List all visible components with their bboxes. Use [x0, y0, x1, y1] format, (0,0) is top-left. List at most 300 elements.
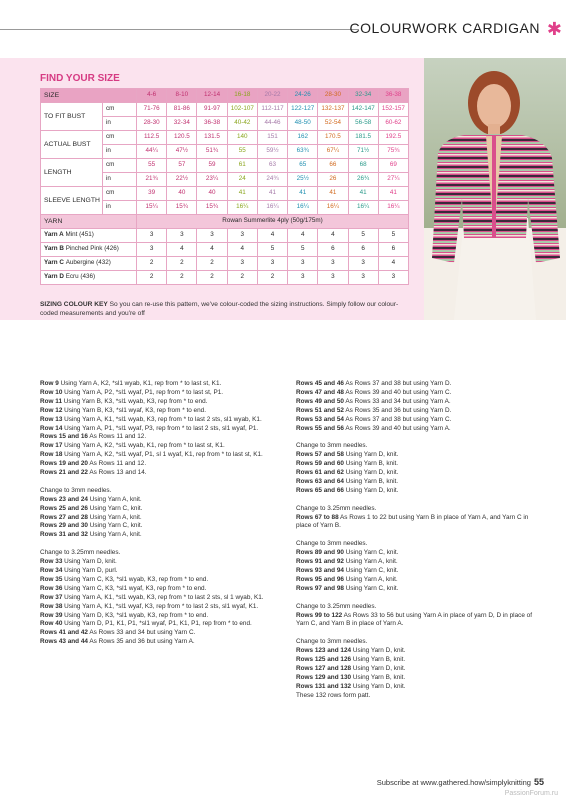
table-cell: 75¾ — [378, 145, 408, 159]
row-number: Rows 43 and 44 — [40, 638, 88, 646]
instruction-text: Using Yarn C, knit. — [87, 522, 143, 530]
watermark: PassionForum.ru — [504, 790, 558, 797]
row-number: Row 37 — [40, 593, 63, 601]
instruction-text: Using Yarn D, knit. — [351, 682, 406, 690]
instruction-text: Using Yarn C, knit. — [343, 549, 399, 557]
table-cell: 55 — [227, 145, 257, 159]
instruction-text: As Rows 33 to 56 but using Yarn A in place of yarn D, D in place of Yarn C, and Yarn B in place of Yarn A. — [296, 611, 533, 628]
table-cell: 102-107 — [227, 103, 257, 117]
instruction-line — [296, 380, 534, 389]
instruction-text: Using Yarn D, knit. — [343, 486, 399, 494]
asterisk-flower-icon: ✱ — [546, 19, 562, 39]
instruction-line — [40, 638, 283, 647]
table-cell: in — [103, 145, 137, 159]
table-cell: cm — [103, 103, 137, 117]
instruction-line — [296, 683, 534, 692]
instruction-line — [296, 576, 534, 585]
table-cell: 142-147 — [348, 103, 378, 117]
table-cell: 81-86 — [167, 103, 197, 117]
table-cell: 16¼ — [378, 201, 408, 215]
table-cell: 32-34 — [348, 89, 378, 103]
instruction-text: As Rows 13 and 14. — [87, 469, 147, 477]
table-cell: 27¼ — [378, 173, 408, 187]
table-cell: 15¼ — [137, 201, 167, 215]
yarn-name: Yarn D — [44, 273, 64, 281]
instruction-text: Using Yarn B, K3, *sl1 wyab, K3, rep from * to end. — [62, 397, 208, 405]
table-row — [41, 229, 409, 243]
row-number: Rows 99 to 122 — [296, 611, 343, 619]
instruction-line — [296, 567, 534, 576]
table-cell: 16¼ — [227, 201, 257, 215]
row-number: Rows 29 and 30 — [40, 522, 88, 530]
instruction-line — [40, 398, 283, 407]
table-cell: 192.5 — [378, 131, 408, 145]
table-cell: 4 — [167, 243, 197, 257]
table-cell: SLEEVE LENGTH — [41, 187, 103, 215]
instruction-line — [296, 478, 534, 487]
row-number: Rows 31 and 32 — [40, 531, 88, 539]
row-number: Row 11 — [40, 397, 63, 405]
table-cell: 3 — [288, 257, 318, 271]
row-number: Rows 49 and 50 — [296, 397, 344, 405]
table-cell: 41 — [348, 187, 378, 201]
table-cell: 40 — [167, 187, 197, 201]
row-number: Row 34 — [40, 567, 63, 574]
instruction-line — [40, 594, 283, 603]
instruction-text: Using Yarn A, P1, *sl1 wyaf, P3, rep from * to last 2 sts, sl1 wyaf, P1. — [62, 424, 259, 432]
instruction-text: Change to 3mm needles. — [296, 442, 368, 450]
row-number: Rows 97 and 98 — [296, 584, 344, 592]
table-row — [41, 187, 409, 201]
table-cell: 5 — [378, 229, 408, 243]
instruction-line — [296, 612, 534, 630]
page-footer — [377, 777, 544, 787]
row-number: Rows 59 and 60 — [296, 460, 344, 468]
row-number: Rows 41 and 42 — [40, 629, 88, 637]
header-rule — [0, 29, 359, 30]
row-number: Rows 53 and 54 — [296, 415, 344, 423]
table-cell: 3 — [348, 271, 378, 285]
table-cell: Rowan Summerlite 4ply (50g/175m) — [137, 215, 409, 229]
row-number: Row 36 — [40, 584, 63, 592]
table-row — [41, 159, 409, 173]
table-cell: 2 — [167, 271, 197, 285]
table-cell: 69 — [378, 159, 408, 173]
table-cell: 26 — [318, 173, 348, 187]
instruction-text: Using Yarn A, K1, *sl1 wyaf, K3, rep from * to last 2 sts, sl1 wyaf, K1. — [62, 602, 259, 610]
row-number: Row 9 — [40, 380, 59, 387]
table-cell: 3 — [197, 229, 227, 243]
instruction-line — [40, 460, 283, 469]
row-number: Rows 51 and 52 — [296, 406, 344, 414]
row-number: Rows 93 and 94 — [296, 566, 344, 574]
table-cell: 39 — [137, 187, 167, 201]
yarn-label — [41, 271, 137, 285]
instruction-line — [40, 522, 283, 531]
row-number: Rows 125 and 126 — [296, 656, 352, 664]
row-number: Row 12 — [40, 406, 63, 414]
key-text: So you can re-use this pattern, we've colour-coded the sizing instructions. Simply follow our colour-coded measurements and you're off — [40, 301, 399, 317]
instruction-line — [40, 514, 283, 523]
table-cell: 4 — [227, 243, 257, 257]
table-cell: 2 — [257, 271, 287, 285]
instruction-line — [296, 469, 534, 478]
instruction-text: Using Yarn B, knit. — [351, 656, 406, 664]
table-cell: 3 — [348, 257, 378, 271]
instruction-text: Change to 3.25mm needles. — [296, 504, 377, 512]
instruction-line — [296, 692, 534, 701]
table-cell: 4 — [197, 243, 227, 257]
table-cell: cm — [103, 159, 137, 173]
instruction-text: As Rows 37 and 38 but using Yarn C. — [343, 415, 452, 423]
yarn-header-row — [41, 215, 409, 229]
sizing-colour-key — [40, 300, 410, 318]
table-row — [41, 243, 409, 257]
instruction-line — [40, 425, 283, 434]
table-cell: in — [103, 201, 137, 215]
yarn-label — [41, 257, 137, 271]
instruction-line — [40, 496, 283, 505]
table-cell: 2 — [197, 257, 227, 271]
table-cell: TO FIT BUST — [41, 103, 103, 131]
table-cell: 5 — [348, 229, 378, 243]
table-cell: in — [103, 173, 137, 187]
instruction-line — [296, 540, 534, 549]
row-number: Rows 63 and 64 — [296, 477, 344, 485]
row-number: Rows 25 and 26 — [40, 504, 88, 512]
instruction-text: Using Yarn D, knit. — [343, 469, 399, 477]
table-cell: 16¼ — [348, 201, 378, 215]
instruction-text: As Rows 39 and 40 but using Yarn C. — [343, 388, 452, 396]
instruction-line — [296, 585, 534, 594]
table-cell: 59½ — [257, 145, 287, 159]
table-cell: 132-137 — [318, 103, 348, 117]
table-cell: 2 — [197, 271, 227, 285]
table-cell: 8-10 — [167, 89, 197, 103]
table-cell: 24 — [227, 173, 257, 187]
row-number: Row 38 — [40, 602, 63, 610]
row-number: Rows 15 and 16 — [40, 433, 88, 441]
table-cell: 66 — [318, 159, 348, 173]
table-cell: 63 — [257, 159, 287, 173]
row-number: Row 17 — [40, 442, 63, 450]
instruction-line — [40, 407, 283, 416]
instruction-text: Using Yarn B, K3, *sl1 wyaf, K3, rep from * to end. — [62, 406, 206, 414]
instruction-text: Change to 3.25mm needles. — [40, 549, 121, 557]
table-cell: 63¾ — [288, 145, 318, 159]
instruction-line — [40, 585, 283, 594]
instruction-line — [296, 442, 534, 451]
instruction-text: Using Yarn C, K3, *sl1 wyaf, K3, rep from * to end. — [62, 584, 207, 592]
instruction-line — [40, 442, 283, 451]
yarn-colour: Aubergine (432) — [65, 259, 111, 267]
table-cell: 51¾ — [197, 145, 227, 159]
instruction-text: Using Yarn A, K1, *sl1 wyab, K3, rep from * to last 2 sts, sl 1 wyab, K1. — [62, 593, 264, 601]
yarn-name: Yarn A — [44, 231, 64, 239]
instruction-line — [296, 558, 534, 567]
table-cell: 68 — [348, 159, 378, 173]
table-cell: 3 — [167, 229, 197, 243]
instruction-line — [40, 629, 283, 638]
instruction-line — [296, 460, 534, 469]
instruction-line — [296, 425, 534, 434]
instruction-line — [40, 451, 283, 460]
table-cell: 4 — [378, 257, 408, 271]
row-number: Row 40 — [40, 620, 63, 628]
table-cell: 3 — [378, 271, 408, 285]
table-cell: 41 — [288, 187, 318, 201]
instruction-line — [40, 389, 283, 398]
table-cell: 131.5 — [197, 131, 227, 145]
instruction-text: As Rows 33 and 34 but using Yarn C. — [87, 629, 196, 637]
table-cell: 41 — [227, 187, 257, 201]
instructions-left-column — [40, 380, 283, 647]
table-cell: 2 — [137, 271, 167, 285]
row-number: Rows 21 and 22 — [40, 469, 88, 477]
instruction-text: Using Yarn B, knit. — [343, 460, 399, 468]
table-cell: in — [103, 117, 137, 131]
instruction-text: Using Yarn A, K2, *sl1 wyab, K1, rep from * to last st, K1. — [58, 380, 222, 387]
table-row — [41, 257, 409, 271]
instruction-line — [40, 620, 283, 629]
instruction-line — [296, 674, 534, 683]
table-cell: 41 — [378, 187, 408, 201]
table-cell: 4 — [288, 229, 318, 243]
instruction-line — [296, 451, 534, 460]
instruction-text: Using Yarn A, K2, *sl1 wyaf, P1, sl 1 wyaf, K1, rep from * to last st, K1. — [62, 451, 263, 459]
row-number: Rows 89 and 90 — [296, 549, 344, 557]
table-cell: 25½ — [288, 173, 318, 187]
row-number: Rows 131 and 132 — [296, 682, 352, 690]
yarn-colour: Mint (451) — [65, 231, 94, 239]
instruction-text: As Rows 35 and 36 but using Yarn D. — [343, 406, 452, 414]
table-cell: 32-34 — [167, 117, 197, 131]
instruction-text: Using Yarn C, knit. — [343, 566, 399, 574]
table-cell: 6 — [348, 243, 378, 257]
table-cell: 120.5 — [167, 131, 197, 145]
table-cell: 2 — [137, 257, 167, 271]
table-cell: 56-58 — [348, 117, 378, 131]
table-cell: 59 — [197, 159, 227, 173]
table-cell: 170.5 — [318, 131, 348, 145]
row-number: Rows 67 to 88 — [296, 513, 339, 521]
row-number: Rows 45 and 46 — [296, 380, 344, 387]
table-cell: 91-97 — [197, 103, 227, 117]
table-cell: 3 — [318, 257, 348, 271]
pattern-title: COLOURWORK CARDIGAN — [349, 20, 540, 36]
table-cell: 122-127 — [288, 103, 318, 117]
yarn-colour: Ecru (436) — [65, 273, 96, 281]
instruction-line — [40, 576, 283, 585]
table-cell: cm — [103, 131, 137, 145]
instruction-text: Using Yarn A, P2, *sl1 wyaf, P1, rep from * to last st, P1. — [62, 388, 224, 396]
yarn-name: Yarn C — [44, 259, 64, 267]
instruction-line — [40, 380, 283, 389]
instruction-text: Using Yarn A, K1, *sl1 wyab, K3, rep from * to last 2 sts, sl1 wyab, K1. — [62, 415, 262, 423]
table-cell: 40-42 — [227, 117, 257, 131]
model-photo — [424, 58, 566, 320]
find-your-size-heading: FIND YOUR SIZE — [40, 73, 120, 84]
instruction-line — [296, 407, 534, 416]
table-cell: 71-76 — [137, 103, 167, 117]
yarn-label — [41, 229, 137, 243]
table-cell: 151 — [257, 131, 287, 145]
table-cell: 57 — [167, 159, 197, 173]
row-number: Row 35 — [40, 575, 63, 583]
row-number: Rows 27 and 28 — [40, 513, 88, 521]
model-wearing-cardigan-image — [424, 58, 566, 320]
table-cell: YARN — [41, 215, 137, 229]
table-cell: 5 — [288, 243, 318, 257]
instruction-text: As Rows 11 and 12. — [87, 460, 147, 468]
instruction-text: As Rows 1 to 22 but using Yarn B in place of Yarn A, and Yarn C in place of Yarn B. — [296, 513, 529, 530]
table-cell: 60-62 — [378, 117, 408, 131]
table-cell: 20-22 — [257, 89, 287, 103]
instruction-text: Using Yarn B, knit. — [343, 477, 399, 485]
table-cell: ACTUAL BUST — [41, 131, 103, 159]
table-cell: 4-6 — [137, 89, 167, 103]
instruction-text: As Rows 35 and 36 but using Yarn A. — [87, 638, 195, 646]
row-number: Rows 127 and 128 — [296, 664, 352, 672]
table-row — [41, 131, 409, 145]
yarn-colour: Pinched Pink (426) — [65, 245, 119, 253]
instruction-line — [40, 531, 283, 540]
instruction-line — [296, 549, 534, 558]
table-cell: 21¾ — [137, 173, 167, 187]
table-cell: 23¼ — [197, 173, 227, 187]
instruction-line — [40, 433, 283, 442]
table-cell: 24¾ — [257, 173, 287, 187]
table-cell: LENGTH — [41, 159, 103, 187]
row-number: Rows 47 and 48 — [296, 388, 344, 396]
table-cell: 3 — [227, 229, 257, 243]
table-cell: 112.5 — [137, 131, 167, 145]
instruction-text: Using Yarn D, knit. — [351, 647, 406, 655]
row-number: Row 13 — [40, 415, 63, 423]
instructions-right-column — [296, 380, 534, 701]
table-cell: 4 — [318, 229, 348, 243]
instruction-line — [296, 665, 534, 674]
yarn-label — [41, 243, 137, 257]
table-cell: 12-14 — [197, 89, 227, 103]
instruction-text: Using Yarn D, knit. — [351, 664, 406, 672]
row-number: Rows 123 and 124 — [296, 647, 352, 655]
instruction-text: Using Yarn A, knit. — [87, 495, 142, 503]
table-cell: 52-54 — [318, 117, 348, 131]
table-cell: 3 — [137, 243, 167, 257]
instruction-text: These 132 rows form patt. — [296, 691, 371, 699]
table-cell: 2 — [227, 271, 257, 285]
instruction-line — [296, 505, 534, 514]
instruction-line — [40, 487, 283, 496]
instruction-text: As Rows 11 and 12. — [87, 433, 147, 441]
instruction-text: Using Yarn A, knit. — [343, 575, 398, 583]
table-cell: 6 — [318, 243, 348, 257]
subscribe-text: Subscribe at www.gathered.how/simplyknitting — [376, 778, 531, 787]
page-number: 55 — [533, 777, 544, 787]
instruction-text: Using Yarn A, K2, *sl1 wyab, K1, rep from * to last st, K1. — [62, 442, 225, 450]
instruction-line — [40, 567, 283, 576]
table-cell: 36-38 — [378, 89, 408, 103]
instruction-text: Using Yarn C, knit. — [343, 584, 399, 592]
instruction-text: As Rows 37 and 38 but using Yarn D. — [343, 380, 452, 387]
instruction-text: Using Yarn C, knit. — [87, 504, 143, 512]
instruction-line — [40, 612, 283, 621]
table-cell: 16¼ — [318, 201, 348, 215]
table-row — [41, 103, 409, 117]
table-cell: 22½ — [167, 173, 197, 187]
instruction-line — [296, 647, 534, 656]
row-number: Row 18 — [40, 451, 63, 459]
table-cell: 2 — [167, 257, 197, 271]
table-cell: 41 — [318, 187, 348, 201]
table-cell: cm — [103, 187, 137, 201]
row-number: Rows 55 and 56 — [296, 424, 344, 432]
instruction-line — [40, 603, 283, 612]
instruction-line — [296, 603, 534, 612]
table-cell: 3 — [318, 271, 348, 285]
size-header-row — [41, 89, 409, 103]
table-cell: 16-18 — [227, 89, 257, 103]
table-cell: 41 — [257, 187, 287, 201]
table-cell: 67¼ — [318, 145, 348, 159]
table-cell: 5 — [257, 243, 287, 257]
instruction-line — [296, 398, 534, 407]
row-number: Row 14 — [40, 424, 63, 432]
table-cell: 181.5 — [348, 131, 378, 145]
instruction-text: As Rows 33 and 34 but using Yarn A. — [343, 397, 451, 405]
yarn-name: Yarn B — [44, 245, 64, 253]
instruction-text: Change to 3mm needles. — [296, 540, 368, 548]
instruction-line — [296, 487, 534, 496]
table-cell: 140 — [227, 131, 257, 145]
table-cell: 28-30 — [318, 89, 348, 103]
row-number: Row 33 — [40, 558, 63, 566]
table-cell: 44-46 — [257, 117, 287, 131]
key-title: SIZING COLOUR KEY — [40, 301, 108, 308]
table-cell: 26¾ — [348, 173, 378, 187]
row-number: Row 10 — [40, 388, 63, 396]
instruction-line — [296, 416, 534, 425]
table-cell: 24-26 — [288, 89, 318, 103]
table-cell: 40 — [197, 187, 227, 201]
table-row — [41, 271, 409, 285]
table-cell: 44¼ — [137, 145, 167, 159]
table-cell: 28-30 — [137, 117, 167, 131]
table-cell: 3 — [227, 257, 257, 271]
instruction-text: Using Yarn A, knit. — [87, 531, 142, 539]
instruction-text: Change to 3.25mm needles. — [296, 602, 377, 610]
instruction-text: Using Yarn A, knit. — [87, 513, 142, 521]
row-number: Rows 19 and 20 — [40, 460, 88, 468]
instruction-line — [40, 549, 283, 558]
instruction-text: Using Yarn D, knit. — [343, 451, 399, 459]
table-cell: 61 — [227, 159, 257, 173]
table-cell: SIZE — [41, 89, 137, 103]
instruction-line — [40, 416, 283, 425]
table-cell: 16¼ — [288, 201, 318, 215]
table-cell: 4 — [257, 229, 287, 243]
row-number: Rows 91 and 92 — [296, 558, 344, 566]
table-cell: 15¾ — [197, 201, 227, 215]
table-cell: 65 — [288, 159, 318, 173]
instruction-text: Using Yarn D, knit. — [62, 558, 117, 566]
instruction-text: Using Yarn D, K3, *sl1 wyab, K3, rep from * to end. — [62, 611, 209, 619]
table-cell: 36-38 — [197, 117, 227, 131]
row-number: Row 39 — [40, 611, 63, 619]
row-number: Rows 129 and 130 — [296, 673, 352, 681]
instruction-line — [296, 389, 534, 398]
